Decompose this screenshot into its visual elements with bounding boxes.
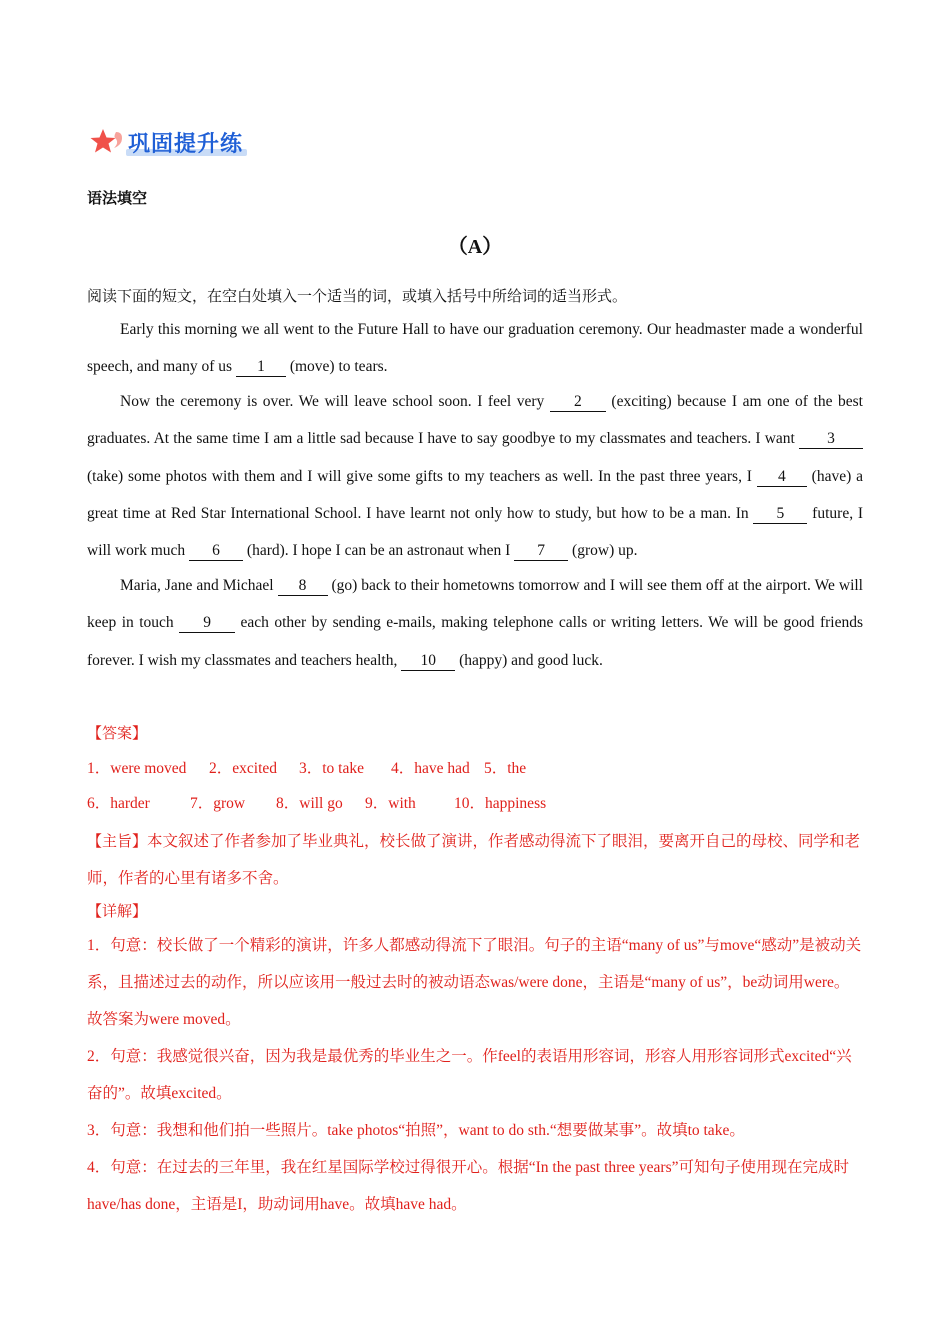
- theme-label: 【主旨】: [87, 832, 148, 850]
- answer-item: 8．will go: [276, 795, 343, 812]
- blank-8: 8: [278, 577, 328, 596]
- section-banner: [90, 122, 243, 162]
- answer-item: 1．were moved: [87, 760, 187, 777]
- blank-2: 2: [550, 393, 606, 412]
- blank-4: 4: [757, 468, 807, 487]
- section-label: 语法填空: [87, 189, 148, 207]
- answer-item: 3．to take: [299, 760, 364, 777]
- paragraph-3: Maria, Jane and Michael 8 (go) back to their hometowns tomorrow and I will see them off at the airport. We will keep in touch 9 each other by sending e-mails, making telephone calls or writing letters. We will be good friends forever. I wish my classmates and teachers health, 10 (happy) and good luck.: [87, 576, 863, 669]
- theme-paragraph: [87, 823, 863, 897]
- answer-row-2: [87, 786, 863, 821]
- paragraph-1: Early this morning we all went to the Future Hall to have our graduation ceremony. Our headmaster made a wonderful speech, and many of us 1 (move) to tears.: [87, 321, 863, 376]
- blank-5: 5: [753, 505, 807, 524]
- answer-item: 5．the: [484, 760, 527, 777]
- part-title: （A）: [447, 236, 503, 258]
- answer-label: 【答案】: [87, 724, 148, 742]
- blank-9: 9: [179, 614, 235, 633]
- blank-1: 1: [236, 358, 286, 377]
- detail-item-2: 2．句意：我感觉很兴奋，因为我是最优秀的毕业生之一。作feel的表语用形容词，形容人用形容词形式excited“兴奋的”。故填excited。: [87, 1048, 852, 1102]
- answer-item: 6．harder: [87, 795, 150, 812]
- blank-6: 6: [189, 542, 243, 561]
- answer-section: [87, 716, 863, 1223]
- passage: [87, 311, 863, 679]
- blank-3: 3: [799, 430, 863, 449]
- banner-title: 巩固提升练: [128, 127, 243, 158]
- answer-item: 10．happiness: [454, 795, 547, 812]
- instruction: 阅读下面的短文，在空白处填入一个适当的词，或填入括号中所给词的适当形式。: [87, 289, 628, 305]
- detail-item-4: 4．句意：在过去的三年里，我在红星国际学校过得很开心。根据“In the past three years”可知句子使用现在完成时have/has done，主语是I，助动词用have。故填have had。: [87, 1159, 850, 1213]
- detail-item-3: 3．句意：我想和他们拍一些照片。take photos“拍照”，want to do sth.“想要做某事”。故填to take。: [87, 1122, 745, 1139]
- answer-item: 2．excited: [209, 760, 278, 777]
- blank-7: 7: [514, 542, 568, 561]
- star-icon: [90, 127, 126, 157]
- answer-item: 7．grow: [190, 795, 246, 812]
- paragraph-2: Now the ceremony is over. We will leave school soon. I feel very 2 (exciting) because I am one of the best graduates. At the same time I am a little sad because I have to say goodbye to my classmates and teachers. I want 3 (take) some photos with them and I will give some gifts to my teachers as well. In the past three years, I 4 (have) a great time at Red Star International School. I have learnt not only how to study, but how to be a man. In 5 future, I will work much 6 (hard). I hope I can be an astronaut when I 7 (grow) up.: [87, 392, 864, 560]
- detail-label: 【详解】: [87, 902, 148, 920]
- answer-item: 9．with: [365, 795, 416, 812]
- detail-item-1: 1．句意：校长做了一个精彩的演讲，许多人都感动得流下了眼泪。句子的主语“many of us”与move“感动”是被动关系，且描述过去的动作，所以应该用一般过去时的被动语态was/were done，主语是“many of us”，be动词用were。故答案为were moved。: [87, 937, 862, 1028]
- theme-text: 本文叙述了作者参加了毕业典礼，校长做了演讲，作者感动得流下了眼泪，要离开自己的母校、同学和老师，作者的心里有诸多不舍。: [87, 833, 861, 887]
- answer-item: 4．have had: [391, 760, 470, 777]
- blank-10: 10: [401, 652, 455, 671]
- answer-row-1: [87, 751, 863, 786]
